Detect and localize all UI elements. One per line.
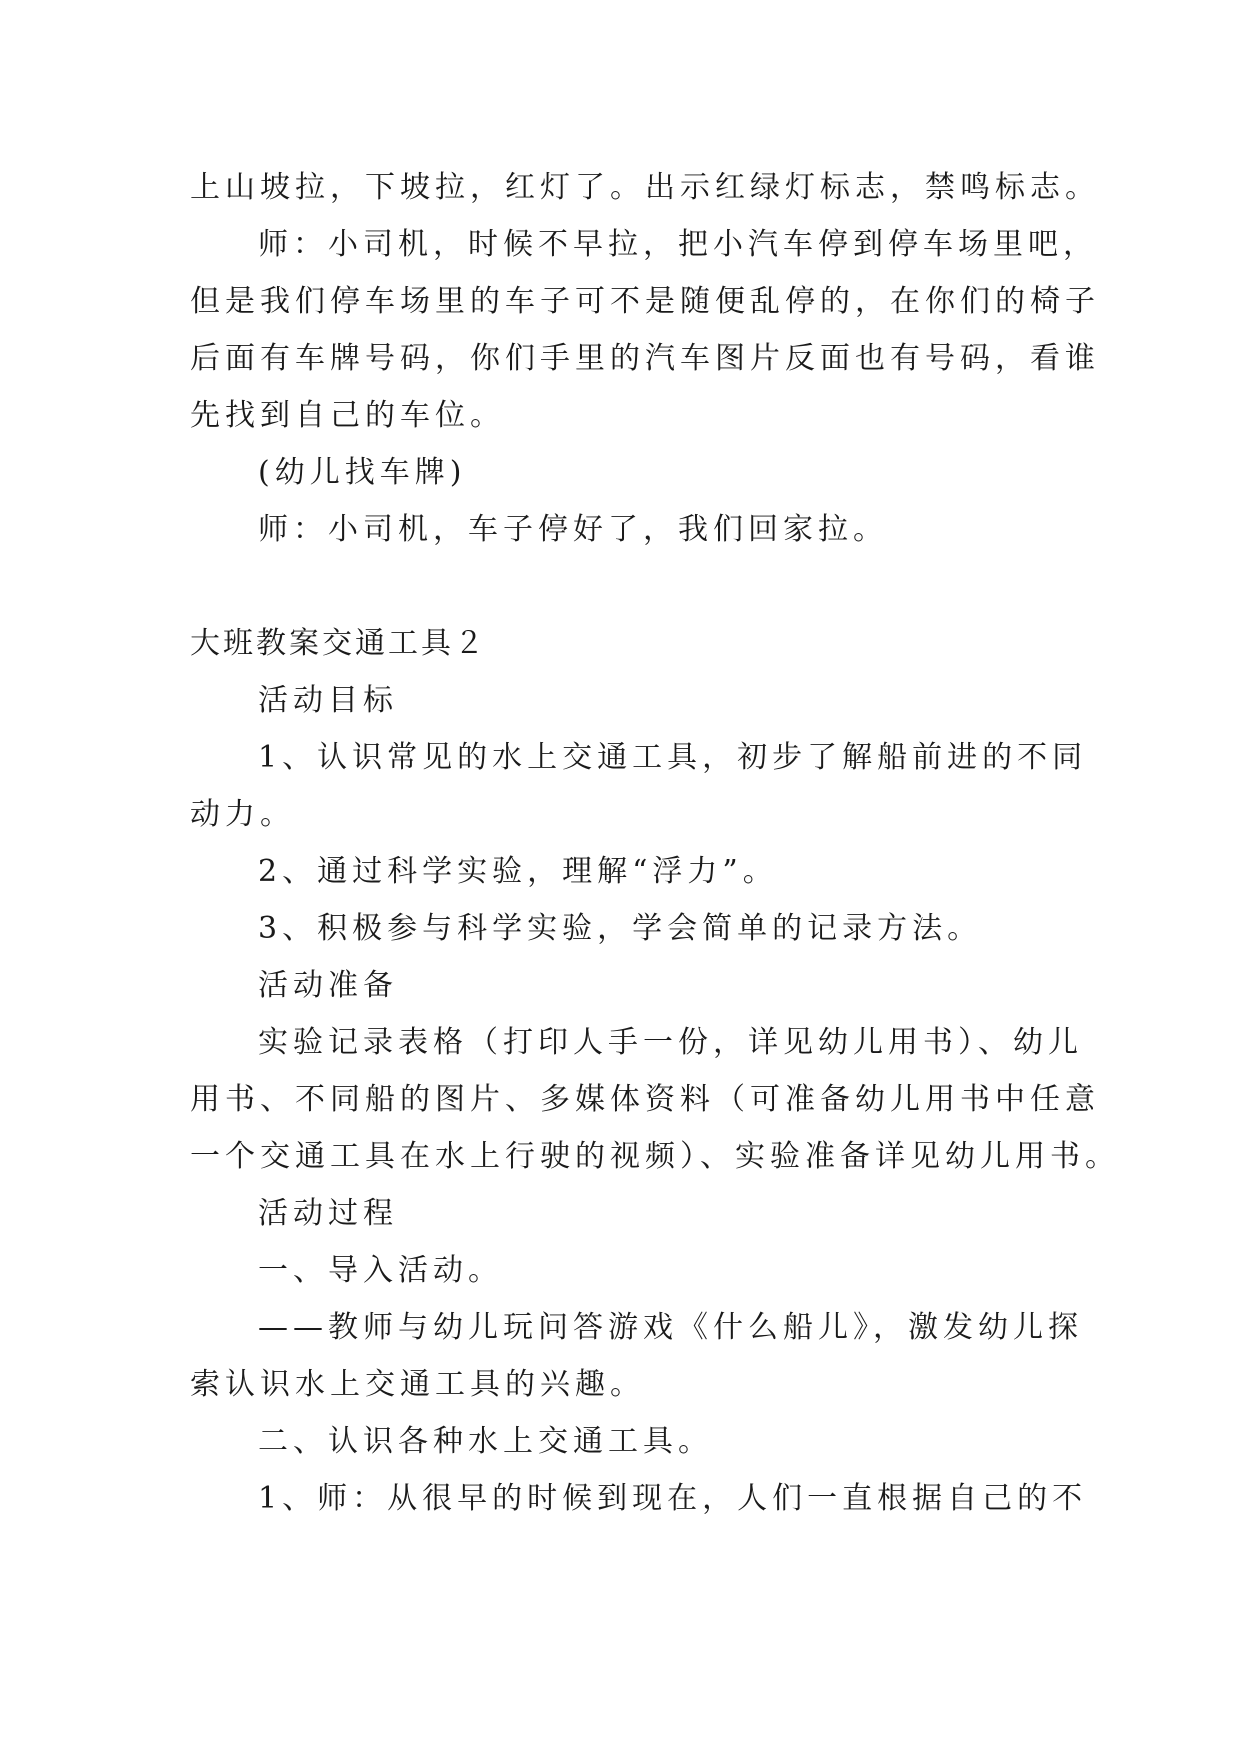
- section-heading: 大班教案交通工具２: [190, 626, 487, 661]
- text-line: 后面有车牌号码，你们手里的汽车图片反面也有号码，看谁: [190, 341, 1100, 376]
- text-line: 1、师：从很早的时候到现在，人们一直根据自己的不: [258, 1481, 1088, 1516]
- text-line: 2、通过科学实验，理解“浮力”。: [258, 854, 778, 889]
- text-line: 上山坡拉，下坡拉，红灯了。出示红绿灯标志，禁鸣标志。: [190, 170, 1100, 205]
- text-line: 索认识水上交通工具的兴趣。: [190, 1367, 645, 1402]
- text-line: 用书、不同船的图片、多媒体资料（可准备幼儿用书中任意: [190, 1082, 1100, 1117]
- text-line: 动力。: [190, 797, 295, 832]
- text-line: 二、认识各种水上交通工具。: [258, 1424, 713, 1459]
- text-line: 但是我们停车场里的车子可不是随便乱停的，在你们的椅子: [190, 284, 1100, 319]
- text-line: 一、导入活动。: [258, 1253, 503, 1288]
- subheading: 活动准备: [258, 968, 398, 1003]
- text-line: 先找到自己的车位。: [190, 398, 505, 433]
- text-line: (幼儿找车牌): [258, 455, 467, 490]
- subheading: 活动目标: [258, 683, 398, 718]
- text-line: 师：小司机，时候不早拉，把小汽车停到停车场里吧，: [258, 227, 1098, 262]
- text-line: 实验记录表格（打印人手一份，详见幼儿用书）、幼儿: [258, 1025, 1083, 1060]
- text-line: 一个交通工具在水上行驶的视频）、实验准备详见幼儿用书。: [190, 1139, 1120, 1174]
- text-line: 师：小司机，车子停好了，我们回家拉。: [258, 512, 888, 547]
- text-line: 1、认识常见的水上交通工具，初步了解船前进的不同: [258, 740, 1088, 775]
- text-line: ——教师与幼儿玩问答游戏《什么船儿》，激发幼儿探: [258, 1310, 1083, 1345]
- subheading: 活动过程: [258, 1196, 398, 1231]
- text-line: 3、积极参与科学实验，学会简单的记录方法。: [258, 911, 983, 946]
